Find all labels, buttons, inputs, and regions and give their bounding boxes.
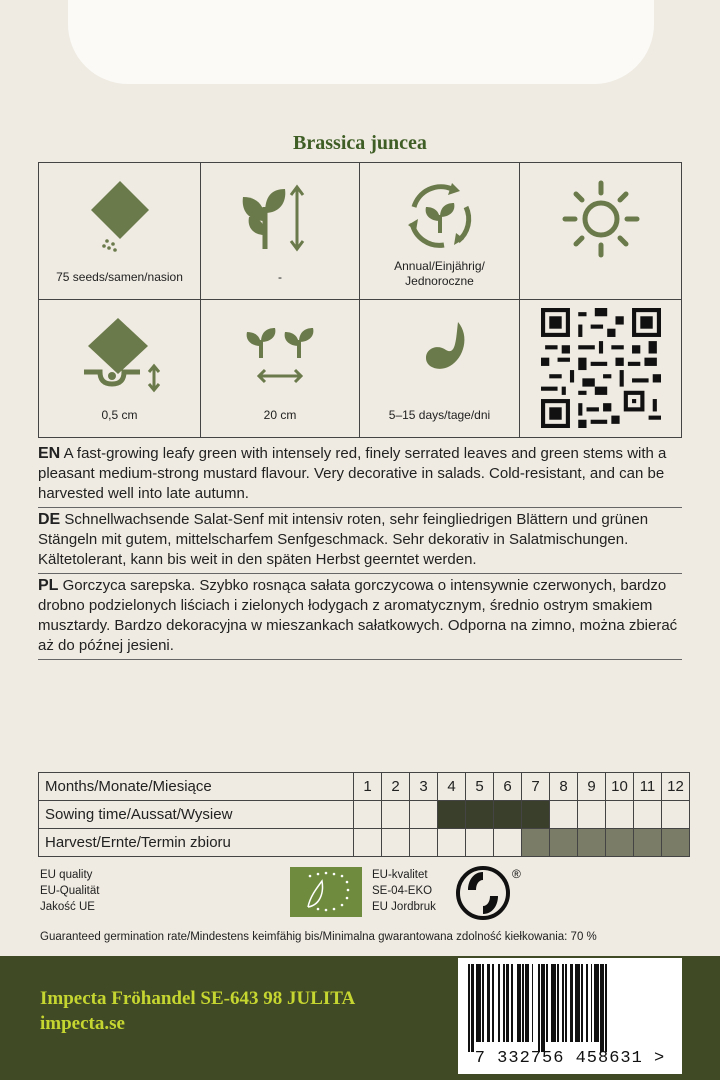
registered-mark: ® [512, 867, 521, 881]
harvest-cell [466, 829, 494, 857]
harvest-cell [522, 829, 550, 857]
sun-cell [520, 163, 681, 300]
eu-quality-line: EU quality [40, 869, 93, 881]
harvest-cell [494, 829, 522, 857]
germination-cell [360, 300, 520, 437]
calendar-harvest-row [39, 829, 690, 857]
sowing-cell [494, 801, 522, 829]
harvest-label: Harvest/Ernte/Termin zbioru [39, 829, 354, 857]
organic-line: EU-kvalitet [372, 869, 428, 881]
sowing-cell [662, 801, 690, 829]
harvest-cell [550, 829, 578, 857]
organic-line: EU Jordbruk [372, 901, 436, 913]
month-header: 6 [494, 773, 522, 801]
company-address [40, 986, 355, 1036]
depth-label: 0,5 cm [101, 408, 138, 422]
sowing-cell [550, 801, 578, 829]
species-name: Brassica juncea [293, 132, 427, 154]
month-header: 12 [662, 773, 690, 801]
height-cell [201, 163, 360, 300]
organic-text [372, 867, 436, 915]
description-en-text: A fast-growing leafy green with intensely red, finely serrated leaves and green stems with a pleasant medium-strong mustard flavour. Very decorative in salads. Cold-resistant, and can be harvested well into late autumn. [38, 445, 667, 502]
germination-label: 5–15 days/tage/dni [388, 408, 491, 422]
month-header: 2 [382, 773, 410, 801]
description-pl-text: Gorczyca sarepska. Szybko rosnąca sałata gorczycowa o intensywnie czerwonych, bardzo drobno podzielonych liściach i zielonych łodygach z aromatycznym, średnio ostrym smakiem musztardy. Bardzo dekoracyjna w mieszankach sałatkowych. Odporna na zimno, można zbierać aż do późnej jesieni. [38, 577, 678, 654]
hanger-notch [68, 0, 654, 84]
sowing-cell [410, 801, 438, 829]
month-header: 11 [634, 773, 662, 801]
month-header: 4 [438, 773, 466, 801]
month-header: 3 [410, 773, 438, 801]
info-icon-grid [38, 162, 682, 438]
depth-cell [39, 300, 201, 437]
calendar-months-row [39, 773, 690, 801]
month-header: 7 [522, 773, 550, 801]
height-label: - [278, 270, 282, 284]
harvest-cell [410, 829, 438, 857]
calendar-sowing-row [39, 801, 690, 829]
month-header: 10 [606, 773, 634, 801]
description-de-text: Schnellwachsende Salat-Senf mit intensiv roten, sehr feingliedrigen Blättern und grünen Stängeln mit gutem, mittelscharfem Senfgeschmack. Sehr dekorativ in Salatmischungen. Kältetolerant, kann bis weit in den späten Herbst geerntet werden. [38, 511, 649, 568]
spacing-label: 20 cm [263, 408, 297, 422]
harvest-cell [578, 829, 606, 857]
eu-quality-text [40, 867, 99, 915]
sun-icon [561, 177, 641, 261]
lifecycle-label: Annual/Einjährig/ Jednoroczne [394, 259, 485, 288]
plant-height-icon [235, 177, 325, 257]
sowing-cell [382, 801, 410, 829]
description-de [38, 508, 682, 574]
barcode-number: 7 332756 458631 > [474, 1049, 666, 1068]
harvest-cell [382, 829, 410, 857]
month-header: 8 [550, 773, 578, 801]
plant-spacing-icon [235, 314, 325, 394]
lang-code-de: DE [38, 511, 61, 528]
address-line: Impecta Fröhandel SE-643 98 JULITA [40, 988, 356, 1009]
seeds-cell [39, 163, 201, 300]
harvest-cell [606, 829, 634, 857]
harvest-cell [354, 829, 382, 857]
sowing-cell [634, 801, 662, 829]
harvest-cell [662, 829, 690, 857]
months-label: Months/Monate/Miesiące [39, 773, 354, 801]
germination-icon [400, 314, 480, 394]
seed-packet-icon [85, 177, 155, 257]
barcode [458, 958, 682, 1074]
qr-cell [520, 300, 681, 437]
sowing-depth-icon [70, 314, 170, 398]
sowing-calendar [38, 772, 690, 857]
spacing-cell [201, 300, 360, 437]
description-pl [38, 574, 682, 660]
harvest-cell [438, 829, 466, 857]
lifecycle-cell [360, 163, 520, 300]
website-link[interactable]: impecta.se [40, 1013, 125, 1034]
eu-organic-leaf-icon [290, 867, 362, 917]
description-en [38, 442, 682, 508]
barcode-bar [605, 964, 607, 1052]
eu-quality-line: Jakość UE [40, 901, 95, 913]
harvest-cell [634, 829, 662, 857]
lang-code-pl: PL [38, 577, 59, 594]
lang-code-en: EN [38, 445, 61, 462]
annual-cycle-icon [400, 177, 480, 257]
sowing-cell [438, 801, 466, 829]
sowing-cell [522, 801, 550, 829]
description-block [38, 442, 682, 660]
sowing-cell [466, 801, 494, 829]
month-header: 1 [354, 773, 382, 801]
seed-count-label: 75 seeds/samen/nasion [56, 270, 183, 284]
qr-code-icon[interactable] [541, 308, 661, 428]
green-dot-recycle-icon [456, 864, 522, 922]
organic-line: SE-04-EKO [372, 885, 433, 897]
month-header: 5 [466, 773, 494, 801]
sowing-cell [354, 801, 382, 829]
germination-rate: Guaranteed germination rate/Mindestens keimfähig bis/Minimalna gwarantowana zdolność kiełkowania: 70 % [40, 931, 597, 943]
sowing-label: Sowing time/Aussat/Wysiew [39, 801, 354, 829]
sowing-cell [578, 801, 606, 829]
sowing-cell [606, 801, 634, 829]
month-header: 9 [578, 773, 606, 801]
eu-quality-line: EU-Qualität [40, 885, 100, 897]
barcode-bars [468, 964, 672, 1042]
